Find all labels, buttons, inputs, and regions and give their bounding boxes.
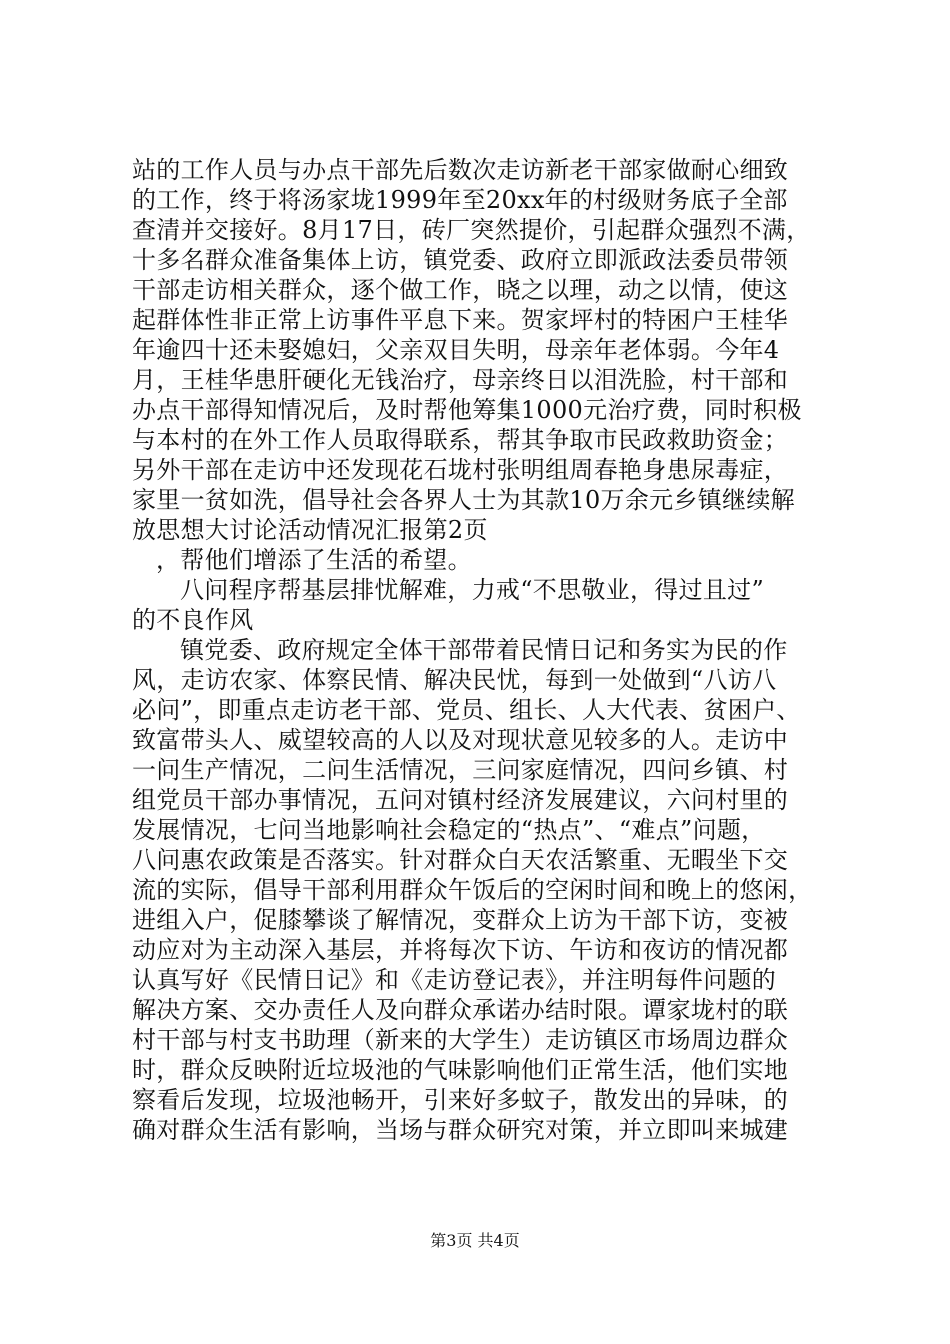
text-line: 风，走访农家、体察民情、解决民忧，每到一处做到“八访八: [132, 666, 777, 694]
text-line: 查清并交接好。8月17日，砖厂突然提价，引起群众强烈不满，: [132, 216, 811, 244]
text-line: 办点干部得知情况后，及时帮他筹集1000元治疗费，同时积极: [132, 396, 802, 424]
text-line: 解决方案、交办责任人及向群众承诺办结时限。谭家垅村的联: [132, 996, 789, 1024]
text-line: 年逾四十还未娶媳妇，父亲双目失明，母亲年老体弱。今年4: [132, 336, 780, 364]
text-line: 必问”，即重点走访老干部、党员、组长、人大代表、贫困户、: [132, 696, 801, 724]
text-line: 镇党委、政府规定全体干部带着民情日记和务实为民的作: [180, 636, 788, 664]
text-line: 月，王桂华患肝硬化无钱治疗，母亲终日以泪洗脸，村干部和: [132, 366, 789, 394]
text-line: 察看后发现，垃圾池畅开，引来好多蚊子，散发出的异味，的: [132, 1086, 789, 1114]
text-line: 时，群众反映附近垃圾池的气味影响他们正常生活，他们实地: [132, 1056, 789, 1084]
text-line: 的工作，终于将汤家垅1999年至20xx年的村级财务底子全部: [132, 186, 788, 214]
section-heading-line: 的不良作风: [132, 606, 254, 634]
text-line: 发展情况，七问当地影响社会稳定的“热点”、“难点”问题，: [132, 816, 766, 844]
text-line: 十多名群众准备集体上访，镇党委、政府立即派政法委员带领: [132, 246, 789, 274]
text-line: 与本村的在外工作人员取得联系，帮其争取市民政救助资金；: [132, 426, 789, 454]
text-line: 组党员干部办事情况，五问对镇村经济发展建议，六问村里的: [132, 786, 789, 814]
text-line: 村干部与村支书助理（新来的大学生）走访镇区市场周边群众: [132, 1026, 789, 1054]
text-line: 另外干部在走访中还发现花石垅村张明组周春艳身患尿毒症，: [132, 456, 789, 484]
text-line: 认真写好《民情日记》和《走访登记表》，并注明每件问题的: [132, 966, 777, 994]
text-line: 致富带头人、威望较高的人以及对现状意见较多的人。走访中: [132, 726, 789, 754]
text-line: 干部走访相关群众，逐个做工作，晓之以理，动之以情，使这: [132, 276, 789, 304]
body-text: [132, 155, 832, 1145]
text-line: 进组入户，促膝攀谈了解情况，变群众上访为干部下访，变被: [132, 906, 789, 934]
text-line: 家里一贫如洗，倡导社会各界人士为其款10万余元乡镇继续解: [132, 486, 795, 514]
text-line: 确对群众生活有影响，当场与群众研究对策，并立即叫来城建: [132, 1116, 789, 1144]
text-line: ，帮他们增添了生活的希望。: [156, 546, 472, 574]
page-footer: [0, 1228, 950, 1251]
text-line: 流的实际，倡导干部利用群众午饭后的空闲时间和晚上的悠闲，: [132, 876, 813, 904]
page-number: 第3页 共4页: [430, 1231, 520, 1250]
text-line: 一问生产情况，二问生活情况，三问家庭情况，四问乡镇、村: [132, 756, 789, 784]
section-heading-line: 八问程序帮基层排忧解难，力戒“不思敬业，得过且过”: [180, 576, 765, 604]
text-line: 起群体性非正常上访事件平息下来。贺家坪村的特困户王桂华: [132, 306, 789, 334]
text-line: 站的工作人员与办点干部先后数次走访新老干部家做耐心细致: [132, 156, 789, 184]
text-line: 放思想大讨论活动情况汇报第2页: [132, 516, 488, 544]
text-line: 八问惠农政策是否落实。针对群众白天农活繁重、无暇坐下交: [132, 846, 789, 874]
text-line: 动应对为主动深入基层，并将每次下访、午访和夜访的情况都: [132, 936, 789, 964]
